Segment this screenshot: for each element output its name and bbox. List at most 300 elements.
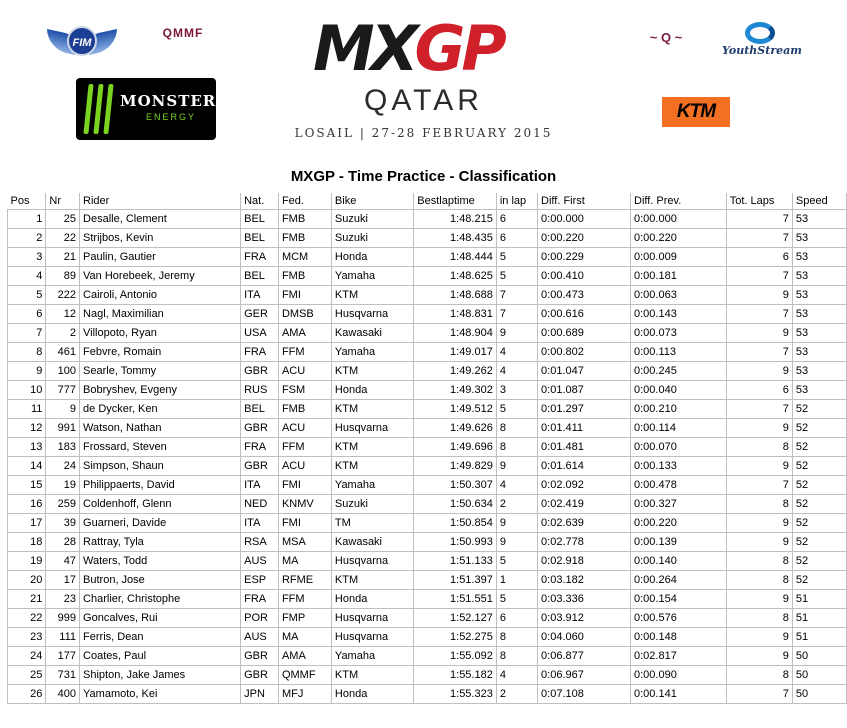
cell-bestlaptime: 1:49.302 bbox=[414, 381, 497, 400]
cell-bestlaptime: 1:48.215 bbox=[414, 210, 497, 229]
cell-fed: FMB bbox=[278, 267, 331, 286]
cell-pos: 25 bbox=[8, 666, 46, 685]
cell-nr: 25 bbox=[46, 210, 80, 229]
cell-nat: FRA bbox=[241, 343, 279, 362]
cell-tot-laps: 8 bbox=[726, 438, 792, 457]
cell-in-lap: 8 bbox=[496, 647, 537, 666]
cell-pos: 14 bbox=[8, 457, 46, 476]
qmmf-logo-text: QMMF bbox=[162, 26, 204, 40]
monster-logo-word: MONSTER bbox=[120, 92, 217, 110]
cell-in-lap: 5 bbox=[496, 590, 537, 609]
cell-diff-prev: 0:00.264 bbox=[631, 571, 727, 590]
cell-nat: USA bbox=[241, 324, 279, 343]
cell-nr: 177 bbox=[46, 647, 80, 666]
cell-pos: 4 bbox=[8, 267, 46, 286]
table-row bbox=[8, 381, 847, 400]
table-row bbox=[8, 590, 847, 609]
cell-nr: 100 bbox=[46, 362, 80, 381]
table-row bbox=[8, 362, 847, 381]
cell-diff-prev: 0:00.133 bbox=[631, 457, 727, 476]
table-row bbox=[8, 647, 847, 666]
cell-bestlaptime: 1:55.092 bbox=[414, 647, 497, 666]
cell-diff-first: 0:00.802 bbox=[538, 343, 631, 362]
cell-diff-prev: 0:00.070 bbox=[631, 438, 727, 457]
cell-nat: POR bbox=[241, 609, 279, 628]
cell-bestlaptime: 1:51.551 bbox=[414, 590, 497, 609]
cell-diff-prev: 0:00.220 bbox=[631, 514, 727, 533]
cell-nat: AUS bbox=[241, 628, 279, 647]
cell-diff-prev: 0:00.141 bbox=[631, 685, 727, 704]
cell-bestlaptime: 1:52.275 bbox=[414, 628, 497, 647]
cell-tot-laps: 7 bbox=[726, 210, 792, 229]
cell-fed: MA bbox=[278, 552, 331, 571]
cell-bestlaptime: 1:48.435 bbox=[414, 229, 497, 248]
cell-bestlaptime: 1:48.625 bbox=[414, 267, 497, 286]
cell-bike: Honda bbox=[331, 381, 413, 400]
cell-diff-first: 0:02.419 bbox=[538, 495, 631, 514]
cell-pos: 26 bbox=[8, 685, 46, 704]
cell-bike: KTM bbox=[331, 400, 413, 419]
table-row bbox=[8, 286, 847, 305]
cell-tot-laps: 8 bbox=[726, 552, 792, 571]
cell-tot-laps: 8 bbox=[726, 609, 792, 628]
cell-bestlaptime: 1:55.323 bbox=[414, 685, 497, 704]
cell-in-lap: 5 bbox=[496, 267, 537, 286]
cell-diff-first: 0:02.918 bbox=[538, 552, 631, 571]
cell-nr: 89 bbox=[46, 267, 80, 286]
cell-speed: 53 bbox=[792, 229, 846, 248]
cell-diff-prev: 0:00.139 bbox=[631, 533, 727, 552]
cell-bestlaptime: 1:49.829 bbox=[414, 457, 497, 476]
cell-diff-first: 0:02.092 bbox=[538, 476, 631, 495]
table-row bbox=[8, 495, 847, 514]
cell-rider: Rattray, Tyla bbox=[80, 533, 241, 552]
cell-in-lap: 5 bbox=[496, 400, 537, 419]
cell-in-lap: 2 bbox=[496, 495, 537, 514]
cell-in-lap: 9 bbox=[496, 533, 537, 552]
cell-in-lap: 7 bbox=[496, 286, 537, 305]
cell-diff-first: 0:01.481 bbox=[538, 438, 631, 457]
cell-diff-first: 0:04.060 bbox=[538, 628, 631, 647]
mxgp-logo bbox=[313, 14, 525, 84]
qmmf-logo bbox=[148, 26, 218, 62]
cell-rider: Charlier, Christophe bbox=[80, 590, 241, 609]
column-header-diff-prev: Diff. Prev. bbox=[631, 193, 727, 210]
cell-tot-laps: 9 bbox=[726, 590, 792, 609]
cell-nat: GBR bbox=[241, 666, 279, 685]
cell-fed: FMI bbox=[278, 476, 331, 495]
cell-tot-laps: 7 bbox=[726, 267, 792, 286]
table-row bbox=[8, 628, 847, 647]
cell-pos: 15 bbox=[8, 476, 46, 495]
fim-logo-text: FIM bbox=[67, 26, 97, 56]
cell-speed: 52 bbox=[792, 552, 846, 571]
cell-diff-prev: 0:00.148 bbox=[631, 628, 727, 647]
cell-bike: KTM bbox=[331, 362, 413, 381]
table-row bbox=[8, 324, 847, 343]
event-banner bbox=[0, 0, 847, 160]
cell-nat: FRA bbox=[241, 590, 279, 609]
cell-diff-first: 0:02.639 bbox=[538, 514, 631, 533]
cell-diff-prev: 0:00.154 bbox=[631, 590, 727, 609]
cell-nr: 24 bbox=[46, 457, 80, 476]
cell-rider: Nagl, Maximilian bbox=[80, 305, 241, 324]
page-title: MXGP - Time Practice - Classification bbox=[290, 168, 557, 185]
cell-in-lap: 5 bbox=[496, 552, 537, 571]
cell-bestlaptime: 1:55.182 bbox=[414, 666, 497, 685]
cell-speed: 50 bbox=[792, 666, 846, 685]
cell-nr: 21 bbox=[46, 248, 80, 267]
cell-nr: 991 bbox=[46, 419, 80, 438]
cell-bestlaptime: 1:48.831 bbox=[414, 305, 497, 324]
cell-bike: Honda bbox=[331, 590, 413, 609]
cell-speed: 53 bbox=[792, 286, 846, 305]
cell-in-lap: 4 bbox=[496, 362, 537, 381]
cell-nr: 19 bbox=[46, 476, 80, 495]
cell-fed: FFM bbox=[278, 343, 331, 362]
cell-nr: 777 bbox=[46, 381, 80, 400]
cell-bestlaptime: 1:50.307 bbox=[414, 476, 497, 495]
column-header-in-lap: in lap bbox=[496, 193, 537, 210]
cell-in-lap: 4 bbox=[496, 343, 537, 362]
cell-nat: RUS bbox=[241, 381, 279, 400]
table-row bbox=[8, 609, 847, 628]
cell-diff-prev: 0:00.220 bbox=[631, 229, 727, 248]
ktm-logo: KTM bbox=[662, 97, 730, 127]
cell-tot-laps: 9 bbox=[726, 324, 792, 343]
cell-pos: 11 bbox=[8, 400, 46, 419]
table-row bbox=[8, 514, 847, 533]
cell-in-lap: 5 bbox=[496, 248, 537, 267]
cell-tot-laps: 9 bbox=[726, 647, 792, 666]
cell-bestlaptime: 1:50.854 bbox=[414, 514, 497, 533]
cell-bike: Husqvarna bbox=[331, 305, 413, 324]
cell-fed: AMA bbox=[278, 324, 331, 343]
cell-bike: Husqvarna bbox=[331, 419, 413, 438]
cell-fed: DMSB bbox=[278, 305, 331, 324]
cell-speed: 52 bbox=[792, 571, 846, 590]
table-row bbox=[8, 685, 847, 704]
event-location: QATAR bbox=[364, 84, 483, 117]
cell-nat: AUS bbox=[241, 552, 279, 571]
table-row bbox=[8, 400, 847, 419]
cell-bike: Kawasaki bbox=[331, 533, 413, 552]
cell-nat: FRA bbox=[241, 438, 279, 457]
cell-diff-first: 0:06.967 bbox=[538, 666, 631, 685]
cell-pos: 24 bbox=[8, 647, 46, 666]
cell-rider: Coldenhoff, Glenn bbox=[80, 495, 241, 514]
cell-tot-laps: 6 bbox=[726, 381, 792, 400]
cell-diff-prev: 0:00.073 bbox=[631, 324, 727, 343]
cell-nat: BEL bbox=[241, 267, 279, 286]
cell-fed: QMMF bbox=[278, 666, 331, 685]
cell-speed: 52 bbox=[792, 400, 846, 419]
table-row bbox=[8, 533, 847, 552]
cell-nr: 999 bbox=[46, 609, 80, 628]
cell-tot-laps: 9 bbox=[726, 628, 792, 647]
cell-bike: Suzuki bbox=[331, 229, 413, 248]
cell-nr: 23 bbox=[46, 590, 80, 609]
youthstream-swirl-icon bbox=[745, 22, 775, 44]
cell-rider: Strijbos, Kevin bbox=[80, 229, 241, 248]
cell-bike: KTM bbox=[331, 438, 413, 457]
cell-diff-prev: 0:00.181 bbox=[631, 267, 727, 286]
cell-speed: 53 bbox=[792, 362, 846, 381]
cell-nat: GBR bbox=[241, 362, 279, 381]
table-row bbox=[8, 248, 847, 267]
cell-fed: FMI bbox=[278, 514, 331, 533]
cell-in-lap: 2 bbox=[496, 685, 537, 704]
cell-bestlaptime: 1:50.993 bbox=[414, 533, 497, 552]
table-header-row bbox=[8, 193, 847, 210]
table-row bbox=[8, 666, 847, 685]
cell-diff-first: 0:06.877 bbox=[538, 647, 631, 666]
cell-rider: Watson, Nathan bbox=[80, 419, 241, 438]
cell-in-lap: 9 bbox=[496, 457, 537, 476]
cell-speed: 52 bbox=[792, 495, 846, 514]
cell-tot-laps: 7 bbox=[726, 305, 792, 324]
cell-diff-prev: 0:00.140 bbox=[631, 552, 727, 571]
cell-in-lap: 6 bbox=[496, 609, 537, 628]
cell-diff-first: 0:01.087 bbox=[538, 381, 631, 400]
cell-speed: 50 bbox=[792, 685, 846, 704]
cell-in-lap: 8 bbox=[496, 628, 537, 647]
column-header-speed: Speed bbox=[792, 193, 846, 210]
cell-rider: Paulin, Gautier bbox=[80, 248, 241, 267]
table-row bbox=[8, 229, 847, 248]
cell-rider: Desalle, Clement bbox=[80, 210, 241, 229]
cell-pos: 8 bbox=[8, 343, 46, 362]
monster-logo-energy: ENERGY bbox=[146, 112, 197, 122]
cell-bestlaptime: 1:49.017 bbox=[414, 343, 497, 362]
cell-tot-laps: 9 bbox=[726, 457, 792, 476]
cell-rider: Butron, Jose bbox=[80, 571, 241, 590]
cell-nr: 39 bbox=[46, 514, 80, 533]
cell-bestlaptime: 1:52.127 bbox=[414, 609, 497, 628]
fim-logo bbox=[47, 22, 117, 62]
cell-rider: Frossard, Steven bbox=[80, 438, 241, 457]
column-header-bike: Bike bbox=[331, 193, 413, 210]
cell-nat: ITA bbox=[241, 286, 279, 305]
cell-diff-first: 0:02.778 bbox=[538, 533, 631, 552]
cell-fed: FMI bbox=[278, 286, 331, 305]
cell-speed: 53 bbox=[792, 305, 846, 324]
cell-in-lap: 7 bbox=[496, 305, 537, 324]
cell-in-lap: 6 bbox=[496, 210, 537, 229]
cell-diff-first: 0:01.614 bbox=[538, 457, 631, 476]
cell-pos: 9 bbox=[8, 362, 46, 381]
cell-diff-first: 0:01.297 bbox=[538, 400, 631, 419]
cell-pos: 18 bbox=[8, 533, 46, 552]
cell-tot-laps: 9 bbox=[726, 286, 792, 305]
mxgp-logo-mx: MX bbox=[313, 12, 415, 85]
cell-pos: 7 bbox=[8, 324, 46, 343]
cell-diff-first: 0:07.108 bbox=[538, 685, 631, 704]
cell-rider: Yamamoto, Kei bbox=[80, 685, 241, 704]
cell-diff-prev: 0:02.817 bbox=[631, 647, 727, 666]
cell-fed: MFJ bbox=[278, 685, 331, 704]
cell-diff-prev: 0:00.210 bbox=[631, 400, 727, 419]
cell-tot-laps: 9 bbox=[726, 362, 792, 381]
cell-rider: Febvre, Romain bbox=[80, 343, 241, 362]
cell-diff-first: 0:00.220 bbox=[538, 229, 631, 248]
column-header-rider: Rider bbox=[80, 193, 241, 210]
cell-nat: JPN bbox=[241, 685, 279, 704]
table-row bbox=[8, 552, 847, 571]
cell-bestlaptime: 1:49.512 bbox=[414, 400, 497, 419]
cell-diff-first: 0:03.912 bbox=[538, 609, 631, 628]
mxgp-logo-gp: GP bbox=[414, 12, 503, 85]
cell-bike: KTM bbox=[331, 571, 413, 590]
cell-bike: Husqvarna bbox=[331, 552, 413, 571]
cell-tot-laps: 6 bbox=[726, 248, 792, 267]
cell-tot-laps: 9 bbox=[726, 419, 792, 438]
cell-fed: ACU bbox=[278, 362, 331, 381]
cell-diff-first: 0:00.229 bbox=[538, 248, 631, 267]
cell-in-lap: 8 bbox=[496, 419, 537, 438]
cell-diff-prev: 0:00.478 bbox=[631, 476, 727, 495]
cell-rider: Van Horebeek, Jeremy bbox=[80, 267, 241, 286]
cell-nr: 183 bbox=[46, 438, 80, 457]
cell-bike: Honda bbox=[331, 248, 413, 267]
cell-fed: FMB bbox=[278, 229, 331, 248]
cell-speed: 52 bbox=[792, 419, 846, 438]
youthstream-logo-text: YouthStream bbox=[722, 44, 802, 57]
cell-fed: KNMV bbox=[278, 495, 331, 514]
column-header-tot-laps: Tot. Laps bbox=[726, 193, 792, 210]
column-header-bestlaptime: Bestlaptime bbox=[414, 193, 497, 210]
cell-nr: 28 bbox=[46, 533, 80, 552]
cell-pos: 13 bbox=[8, 438, 46, 457]
cell-bike: KTM bbox=[331, 457, 413, 476]
cell-speed: 52 bbox=[792, 457, 846, 476]
table-row bbox=[8, 343, 847, 362]
cell-pos: 3 bbox=[8, 248, 46, 267]
cell-rider: Ferris, Dean bbox=[80, 628, 241, 647]
cell-pos: 22 bbox=[8, 609, 46, 628]
cell-diff-first: 0:01.411 bbox=[538, 419, 631, 438]
qatar-airways-logo: ~ Q ~ bbox=[649, 30, 683, 45]
cell-nat: ITA bbox=[241, 514, 279, 533]
cell-fed: FMB bbox=[278, 400, 331, 419]
cell-fed: MCM bbox=[278, 248, 331, 267]
cell-fed: FFM bbox=[278, 590, 331, 609]
cell-tot-laps: 9 bbox=[726, 533, 792, 552]
cell-diff-first: 0:03.182 bbox=[538, 571, 631, 590]
cell-bike: Husqvarna bbox=[331, 609, 413, 628]
cell-nat: GBR bbox=[241, 457, 279, 476]
table-row bbox=[8, 438, 847, 457]
cell-nat: GER bbox=[241, 305, 279, 324]
cell-diff-prev: 0:00.245 bbox=[631, 362, 727, 381]
cell-pos: 1 bbox=[8, 210, 46, 229]
cell-diff-prev: 0:00.143 bbox=[631, 305, 727, 324]
cell-tot-laps: 8 bbox=[726, 495, 792, 514]
cell-nat: GBR bbox=[241, 419, 279, 438]
cell-diff-prev: 0:00.576 bbox=[631, 609, 727, 628]
cell-nr: 259 bbox=[46, 495, 80, 514]
cell-nr: 400 bbox=[46, 685, 80, 704]
cell-in-lap: 4 bbox=[496, 666, 537, 685]
cell-diff-prev: 0:00.113 bbox=[631, 343, 727, 362]
cell-speed: 51 bbox=[792, 609, 846, 628]
cell-nat: BEL bbox=[241, 400, 279, 419]
cell-bestlaptime: 1:50.634 bbox=[414, 495, 497, 514]
cell-tot-laps: 9 bbox=[726, 514, 792, 533]
cell-fed: ACU bbox=[278, 419, 331, 438]
cell-rider: Goncalves, Rui bbox=[80, 609, 241, 628]
cell-bestlaptime: 1:49.626 bbox=[414, 419, 497, 438]
cell-bike: Suzuki bbox=[331, 495, 413, 514]
cell-rider: Guarneri, Davide bbox=[80, 514, 241, 533]
cell-diff-first: 0:03.336 bbox=[538, 590, 631, 609]
cell-bestlaptime: 1:48.688 bbox=[414, 286, 497, 305]
cell-rider: Villopoto, Ryan bbox=[80, 324, 241, 343]
cell-speed: 53 bbox=[792, 210, 846, 229]
event-venue-date: LOSAIL | 27-28 FEBRUARY 2015 bbox=[294, 126, 553, 140]
cell-speed: 53 bbox=[792, 324, 846, 343]
cell-fed: FMP bbox=[278, 609, 331, 628]
cell-nr: 461 bbox=[46, 343, 80, 362]
cell-rider: Searle, Tommy bbox=[80, 362, 241, 381]
cell-diff-prev: 0:00.114 bbox=[631, 419, 727, 438]
column-header-diff-first: Diff. First bbox=[538, 193, 631, 210]
cell-fed: FFM bbox=[278, 438, 331, 457]
cell-speed: 53 bbox=[792, 267, 846, 286]
cell-pos: 10 bbox=[8, 381, 46, 400]
cell-bike: Yamaha bbox=[331, 476, 413, 495]
cell-bike: KTM bbox=[331, 286, 413, 305]
cell-diff-prev: 0:00.327 bbox=[631, 495, 727, 514]
cell-nr: 9 bbox=[46, 400, 80, 419]
cell-rider: Simpson, Shaun bbox=[80, 457, 241, 476]
cell-pos: 5 bbox=[8, 286, 46, 305]
cell-fed: FSM bbox=[278, 381, 331, 400]
cell-in-lap: 8 bbox=[496, 438, 537, 457]
cell-bike: Yamaha bbox=[331, 343, 413, 362]
cell-speed: 50 bbox=[792, 647, 846, 666]
cell-pos: 6 bbox=[8, 305, 46, 324]
cell-diff-prev: 0:00.000 bbox=[631, 210, 727, 229]
cell-tot-laps: 7 bbox=[726, 685, 792, 704]
cell-in-lap: 9 bbox=[496, 514, 537, 533]
cell-fed: ACU bbox=[278, 457, 331, 476]
cell-diff-prev: 0:00.063 bbox=[631, 286, 727, 305]
cell-tot-laps: 8 bbox=[726, 666, 792, 685]
cell-bestlaptime: 1:48.904 bbox=[414, 324, 497, 343]
column-header-nat: Nat. bbox=[241, 193, 279, 210]
cell-diff-prev: 0:00.040 bbox=[631, 381, 727, 400]
table-row bbox=[8, 476, 847, 495]
cell-diff-first: 0:00.473 bbox=[538, 286, 631, 305]
cell-speed: 52 bbox=[792, 438, 846, 457]
youthstream-logo bbox=[722, 22, 802, 66]
table-row bbox=[8, 419, 847, 438]
cell-bike: KTM bbox=[331, 666, 413, 685]
cell-bike: Suzuki bbox=[331, 210, 413, 229]
table-row bbox=[8, 457, 847, 476]
cell-bike: Husqvarna bbox=[331, 628, 413, 647]
cell-diff-prev: 0:00.090 bbox=[631, 666, 727, 685]
cell-in-lap: 3 bbox=[496, 381, 537, 400]
cell-bike: Yamaha bbox=[331, 647, 413, 666]
table-row bbox=[8, 571, 847, 590]
cell-nat: NED bbox=[241, 495, 279, 514]
cell-bestlaptime: 1:51.133 bbox=[414, 552, 497, 571]
cell-rider: Bobryshev, Evgeny bbox=[80, 381, 241, 400]
cell-nat: ESP bbox=[241, 571, 279, 590]
cell-fed: MSA bbox=[278, 533, 331, 552]
